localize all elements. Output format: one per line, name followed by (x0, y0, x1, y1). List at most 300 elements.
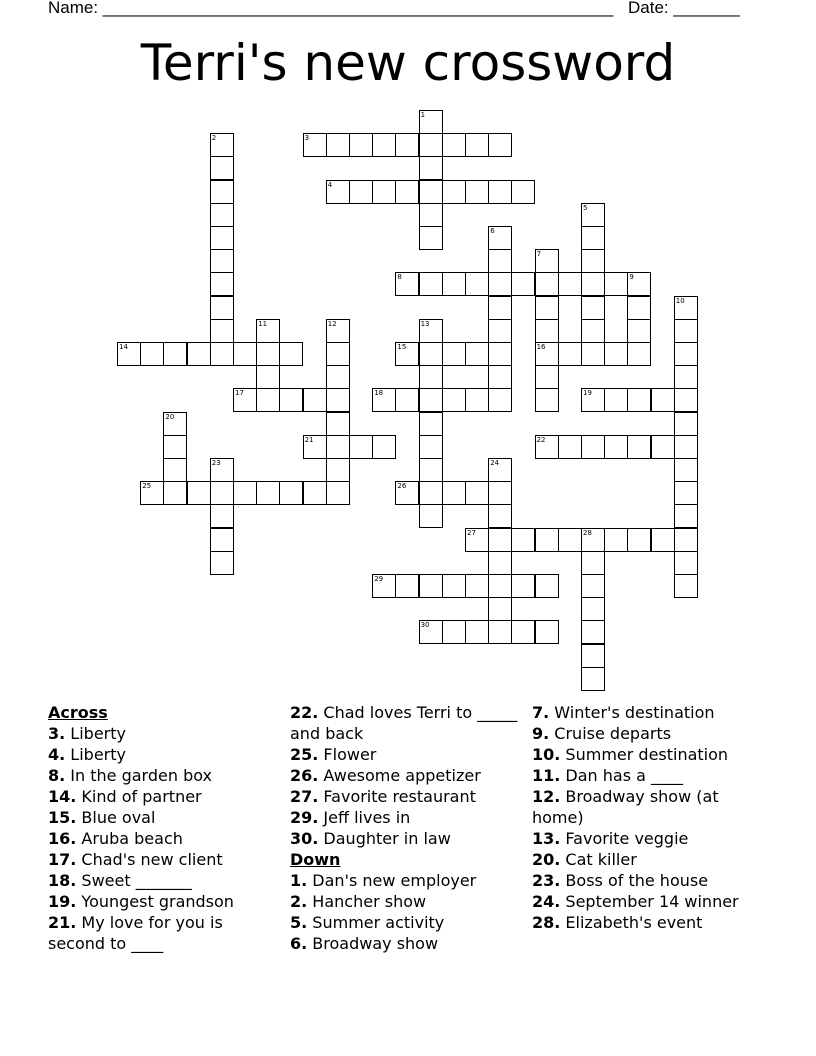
grid-cell[interactable] (210, 180, 234, 204)
grid-cell[interactable] (488, 458, 512, 482)
clue-number: 7. (532, 703, 550, 722)
clue-item (290, 702, 522, 744)
clue-text: Liberty (65, 724, 126, 743)
grid-cell[interactable] (233, 481, 257, 505)
grid-cell[interactable] (419, 272, 443, 296)
down-heading: Down (290, 850, 341, 869)
grid-cell[interactable] (419, 412, 443, 436)
grid-cell[interactable] (535, 342, 559, 366)
grid-cell[interactable] (395, 342, 419, 366)
grid-cell[interactable] (395, 180, 419, 204)
clue-item (290, 933, 522, 954)
grid-cell[interactable] (372, 574, 396, 598)
clue-item (48, 828, 280, 849)
clue-number: 2. (290, 892, 308, 911)
cell-number: 1 (420, 111, 426, 119)
grid-cell[interactable] (674, 551, 698, 575)
grid-cell[interactable] (210, 528, 234, 552)
clue-item (532, 786, 772, 828)
grid-cell[interactable] (210, 504, 234, 528)
grid-cell[interactable] (117, 342, 141, 366)
grid-cell[interactable] (465, 388, 489, 412)
grid-cell[interactable] (488, 296, 512, 320)
grid-cell[interactable] (372, 133, 396, 157)
clue-number: 18. (48, 871, 77, 890)
clue-number: 21. (48, 913, 77, 932)
grid-cell[interactable] (674, 342, 698, 366)
clues-column-3 (532, 702, 772, 933)
grid-cell[interactable] (535, 528, 559, 552)
grid-cell[interactable] (395, 272, 419, 296)
grid-cell[interactable] (303, 481, 327, 505)
clue-text: Favorite veggie (560, 829, 689, 848)
grid-cell[interactable] (581, 342, 605, 366)
grid-cell[interactable] (581, 296, 605, 320)
across-heading: Across (48, 703, 108, 722)
grid-cell[interactable] (604, 435, 628, 459)
clue-item (532, 744, 772, 765)
grid-cell[interactable] (419, 342, 443, 366)
grid-cell[interactable] (442, 180, 466, 204)
grid-cell[interactable] (511, 180, 535, 204)
date-label: Date: (628, 0, 674, 17)
grid-cell[interactable] (442, 388, 466, 412)
grid-cell[interactable] (210, 226, 234, 250)
clue-number: 16. (48, 829, 77, 848)
grid-cell[interactable] (581, 528, 605, 552)
clue-text: Awesome appetizer (318, 766, 481, 785)
grid-cell[interactable] (233, 342, 257, 366)
grid-cell[interactable] (395, 388, 419, 412)
grid-cell[interactable] (419, 133, 443, 157)
grid-cell[interactable] (535, 620, 559, 644)
grid-cell[interactable] (488, 319, 512, 343)
clue-item (48, 807, 280, 828)
grid-cell[interactable] (210, 342, 234, 366)
cell-number: 25 (142, 482, 152, 491)
clue-number: 6. (290, 934, 308, 953)
clue-text: Broadway show (307, 934, 439, 953)
grid-cell[interactable] (326, 180, 350, 204)
grid-cell[interactable] (163, 412, 187, 436)
grid-cell[interactable] (419, 458, 443, 482)
grid-cell[interactable] (442, 481, 466, 505)
clue-text: September 14 winner (560, 892, 739, 911)
grid-cell[interactable] (674, 365, 698, 389)
grid-cell[interactable] (210, 551, 234, 575)
clue-text: Flower (318, 745, 377, 764)
grid-cell[interactable] (465, 620, 489, 644)
grid-cell[interactable] (604, 388, 628, 412)
clue-item (532, 870, 772, 891)
grid-cell[interactable] (674, 412, 698, 436)
grid-cell[interactable] (395, 481, 419, 505)
clue-number: 19. (48, 892, 77, 911)
date-line[interactable]: _______ (673, 0, 740, 17)
cell-number: 30 (420, 621, 430, 630)
page-title: Terri's new crossword (140, 34, 676, 92)
cell-number: 27 (467, 528, 476, 537)
grid-cell[interactable] (535, 249, 559, 273)
grid-cell[interactable] (581, 203, 605, 227)
grid-cell[interactable] (581, 667, 605, 691)
clue-item (290, 786, 522, 807)
grid-cell[interactable] (488, 597, 512, 621)
clue-text: In the garden box (65, 766, 212, 785)
grid-cell[interactable] (581, 272, 605, 296)
grid-cell[interactable] (651, 528, 675, 552)
clue-text: Boss of the house (560, 871, 709, 890)
grid-cell[interactable] (163, 342, 187, 366)
cell-number: 17 (235, 389, 244, 398)
grid-cell[interactable] (651, 435, 675, 459)
clue-text: Broadway show (at home) (532, 787, 719, 827)
grid-cell[interactable] (627, 528, 651, 552)
grid-cell[interactable] (604, 342, 628, 366)
grid-cell[interactable] (419, 365, 443, 389)
grid-cell[interactable] (326, 435, 350, 459)
grid-cell[interactable] (419, 319, 443, 343)
grid-cell[interactable] (442, 342, 466, 366)
grid-cell[interactable] (535, 319, 559, 343)
clue-text: Dan's new employer (307, 871, 477, 890)
grid-cell[interactable] (303, 388, 327, 412)
cell-number: 23 (211, 459, 221, 467)
cell-number: 3 (304, 134, 310, 143)
clue-item (48, 870, 280, 891)
clue-item (290, 744, 522, 765)
grid-cell[interactable] (535, 435, 559, 459)
clue-item (48, 912, 280, 954)
grid-cell[interactable] (395, 133, 419, 157)
grid-cell[interactable] (442, 272, 466, 296)
grid-cell[interactable] (163, 481, 187, 505)
cell-number: 26 (397, 482, 407, 491)
clue-number: 15. (48, 808, 77, 827)
clue-number: 30. (290, 829, 319, 848)
clue-item (290, 891, 522, 912)
grid-cell[interactable] (581, 620, 605, 644)
grid-cell[interactable] (210, 133, 234, 157)
clue-text: Liberty (65, 745, 126, 764)
clue-number: 24. (532, 892, 561, 911)
clue-text: Kind of partner (76, 787, 202, 806)
cell-number: 29 (374, 575, 384, 583)
grid-cell[interactable] (674, 388, 698, 412)
grid-cell[interactable] (674, 574, 698, 598)
clues-column-2 (290, 702, 522, 954)
grid-cell[interactable] (210, 249, 234, 273)
clue-text: Dan has a ____ (560, 766, 684, 785)
grid-cell[interactable] (163, 435, 187, 459)
cell-number: 5 (583, 203, 588, 212)
grid-cell[interactable] (326, 342, 350, 366)
grid-cell[interactable] (581, 319, 605, 343)
grid-cell[interactable] (674, 528, 698, 552)
grid-cell[interactable] (326, 319, 350, 343)
grid-cell[interactable] (187, 342, 211, 366)
clue-item (48, 723, 280, 744)
grid-cell[interactable] (604, 272, 628, 296)
grid-cell[interactable] (581, 644, 605, 668)
grid-cell[interactable] (256, 481, 280, 505)
cell-number: 24 (490, 459, 500, 467)
clue-item (532, 849, 772, 870)
clue-text: Jeff lives in (318, 808, 411, 827)
grid-cell[interactable] (233, 388, 257, 412)
grid-cell[interactable] (210, 481, 234, 505)
grid-cell[interactable] (372, 388, 396, 412)
clue-number: 25. (290, 745, 319, 764)
grid-cell[interactable] (511, 272, 535, 296)
cell-number: 8 (397, 273, 402, 282)
grid-cell[interactable] (303, 133, 327, 157)
clue-item (290, 870, 522, 891)
grid-cell[interactable] (627, 342, 651, 366)
grid-cell[interactable] (465, 574, 489, 598)
grid-cell[interactable] (442, 620, 466, 644)
grid-cell[interactable] (465, 272, 489, 296)
clue-item (532, 723, 772, 744)
clue-item (532, 891, 772, 912)
grid-cell[interactable] (488, 365, 512, 389)
clue-item (290, 912, 522, 933)
clue-text: Blue oval (76, 808, 156, 827)
clue-number: 14. (48, 787, 77, 806)
grid-cell[interactable] (558, 435, 582, 459)
clue-text: Youngest grandson (76, 892, 234, 911)
clue-text: Winter's destination (549, 703, 715, 722)
grid-cell[interactable] (488, 249, 512, 273)
grid-cell[interactable] (210, 296, 234, 320)
grid-cell[interactable] (140, 342, 164, 366)
cell-number: 4 (327, 180, 333, 189)
grid-cell[interactable] (372, 180, 396, 204)
grid-cell[interactable] (488, 551, 512, 575)
clue-text: Sweet _______ (76, 871, 192, 890)
grid-cell[interactable] (488, 504, 512, 528)
grid-cell[interactable] (488, 342, 512, 366)
grid-cell[interactable] (210, 203, 234, 227)
name-line[interactable]: ______________________________________________________ (102, 0, 614, 17)
grid-cell[interactable] (210, 156, 234, 180)
grid-cell[interactable] (535, 388, 559, 412)
clue-number: 9. (532, 724, 550, 743)
clue-text: Cat killer (560, 850, 637, 869)
clue-text: Hancher show (307, 892, 427, 911)
clue-number: 17. (48, 850, 77, 869)
clue-item (532, 702, 772, 723)
grid-cell[interactable] (349, 435, 373, 459)
grid-cell[interactable] (256, 388, 280, 412)
grid-cell[interactable] (627, 435, 651, 459)
grid-cell[interactable] (535, 365, 559, 389)
grid-cell[interactable] (419, 180, 443, 204)
grid-cell[interactable] (256, 319, 280, 343)
clue-number: 3. (48, 724, 66, 743)
grid-cell[interactable] (581, 597, 605, 621)
grid-cell[interactable] (627, 388, 651, 412)
cell-number: 9 (629, 273, 634, 282)
grid-cell[interactable] (326, 133, 350, 157)
clue-number: 8. (48, 766, 66, 785)
grid-cell[interactable] (511, 528, 535, 552)
cell-number: 11 (258, 319, 268, 328)
grid-cell[interactable] (395, 574, 419, 598)
clue-item (532, 765, 772, 786)
grid-cell[interactable] (465, 528, 489, 552)
grid-cell[interactable] (674, 435, 698, 459)
clue-item (290, 828, 522, 849)
grid-cell[interactable] (210, 458, 234, 482)
grid-cell[interactable] (163, 458, 187, 482)
grid-cell[interactable] (627, 319, 651, 343)
grid-cell[interactable] (419, 110, 443, 134)
grid-cell[interactable] (581, 249, 605, 273)
clue-number: 13. (532, 829, 561, 848)
cell-number: 10 (675, 296, 685, 305)
cell-number: 13 (420, 319, 430, 328)
grid-cell[interactable] (326, 458, 350, 482)
clue-number: 10. (532, 745, 561, 764)
grid-cell[interactable] (581, 435, 605, 459)
grid-cell[interactable] (535, 272, 559, 296)
grid-cell[interactable] (627, 272, 651, 296)
grid-cell[interactable] (581, 388, 605, 412)
grid-cell[interactable] (372, 435, 396, 459)
clue-number: 1. (290, 871, 308, 890)
grid-cell[interactable] (535, 296, 559, 320)
clues-column-1 (48, 702, 280, 954)
grid-cell[interactable] (488, 574, 512, 598)
clue-number: 5. (290, 913, 308, 932)
grid-cell[interactable] (674, 458, 698, 482)
clue-text: Summer destination (560, 745, 729, 764)
clue-text: My love for you is second to ____ (48, 913, 223, 953)
grid-cell[interactable] (279, 342, 303, 366)
clue-text: Cruise departs (549, 724, 672, 743)
grid-cell[interactable] (581, 551, 605, 575)
grid-cell[interactable] (488, 272, 512, 296)
grid-cell[interactable] (419, 156, 443, 180)
grid-cell[interactable] (279, 388, 303, 412)
clue-text: Summer activity (307, 913, 445, 932)
grid-cell[interactable] (488, 226, 512, 250)
grid-cell[interactable] (419, 481, 443, 505)
grid-cell[interactable] (465, 481, 489, 505)
grid-cell[interactable] (488, 481, 512, 505)
grid-cell[interactable] (419, 203, 443, 227)
grid-cell[interactable] (326, 412, 350, 436)
grid-cell[interactable] (488, 133, 512, 157)
clue-text: Chad's new client (76, 850, 223, 869)
grid-cell[interactable] (349, 133, 373, 157)
grid-cell[interactable] (488, 620, 512, 644)
grid-cell[interactable] (488, 180, 512, 204)
grid-cell[interactable] (465, 342, 489, 366)
grid-cell[interactable] (140, 481, 164, 505)
clue-item (532, 912, 772, 933)
grid-cell[interactable] (604, 528, 628, 552)
cell-number: 12 (327, 319, 337, 328)
grid-cell[interactable] (558, 272, 582, 296)
grid-cell[interactable] (303, 435, 327, 459)
cell-number: 28 (583, 528, 592, 537)
cell-number: 7 (536, 250, 542, 259)
grid-cell[interactable] (256, 365, 280, 389)
cell-number: 21 (304, 435, 314, 444)
clue-number: 22. (290, 703, 319, 722)
clue-item (48, 765, 280, 786)
grid-cell[interactable] (419, 504, 443, 528)
clue-item (48, 744, 280, 765)
grid-cell[interactable] (465, 180, 489, 204)
grid-cell[interactable] (326, 481, 350, 505)
grid-cell[interactable] (581, 574, 605, 598)
cell-number: 15 (397, 343, 407, 351)
grid-cell[interactable] (651, 388, 675, 412)
clue-number: 11. (532, 766, 561, 785)
clue-text: Daughter in law (318, 829, 451, 848)
grid-cell[interactable] (558, 342, 582, 366)
clue-item (48, 891, 280, 912)
clue-number: 12. (532, 787, 561, 806)
grid-cell[interactable] (210, 272, 234, 296)
grid-cell[interactable] (535, 574, 559, 598)
grid-cell[interactable] (627, 296, 651, 320)
grid-cell[interactable] (511, 620, 535, 644)
grid-cell[interactable] (674, 319, 698, 343)
grid-cell[interactable] (511, 574, 535, 598)
grid-cell[interactable] (419, 620, 443, 644)
cell-number: 16 (536, 343, 546, 351)
grid-cell[interactable] (581, 226, 605, 250)
grid-cell[interactable] (419, 226, 443, 250)
grid-cell[interactable] (442, 574, 466, 598)
grid-cell[interactable] (256, 342, 280, 366)
clue-number: 27. (290, 787, 319, 806)
grid-cell[interactable] (419, 574, 443, 598)
grid-cell[interactable] (326, 365, 350, 389)
grid-cell[interactable] (326, 388, 350, 412)
grid-cell[interactable] (674, 296, 698, 320)
grid-cell[interactable] (674, 481, 698, 505)
cell-number: 2 (211, 134, 217, 143)
clue-item (48, 786, 280, 807)
grid-cell[interactable] (488, 528, 512, 552)
grid-cell[interactable] (442, 133, 466, 157)
clue-text: Favorite restaurant (318, 787, 476, 806)
grid-cell[interactable] (349, 180, 373, 204)
grid-cell[interactable] (488, 388, 512, 412)
cell-number: 18 (374, 389, 384, 398)
grid-cell[interactable] (674, 504, 698, 528)
grid-cell[interactable] (419, 388, 443, 412)
grid-cell[interactable] (210, 319, 234, 343)
clue-text: Chad loves Terri to _____ and back (290, 703, 518, 743)
clue-item (532, 828, 772, 849)
grid-cell[interactable] (419, 435, 443, 459)
cell-number: 20 (165, 412, 175, 421)
grid-cell[interactable] (279, 481, 303, 505)
grid-cell[interactable] (465, 133, 489, 157)
clue-number: 4. (48, 745, 66, 764)
grid-cell[interactable] (558, 528, 582, 552)
clue-text: Elizabeth's event (560, 913, 703, 932)
grid-cell[interactable] (187, 481, 211, 505)
clue-item (290, 807, 522, 828)
clue-number: 29. (290, 808, 319, 827)
